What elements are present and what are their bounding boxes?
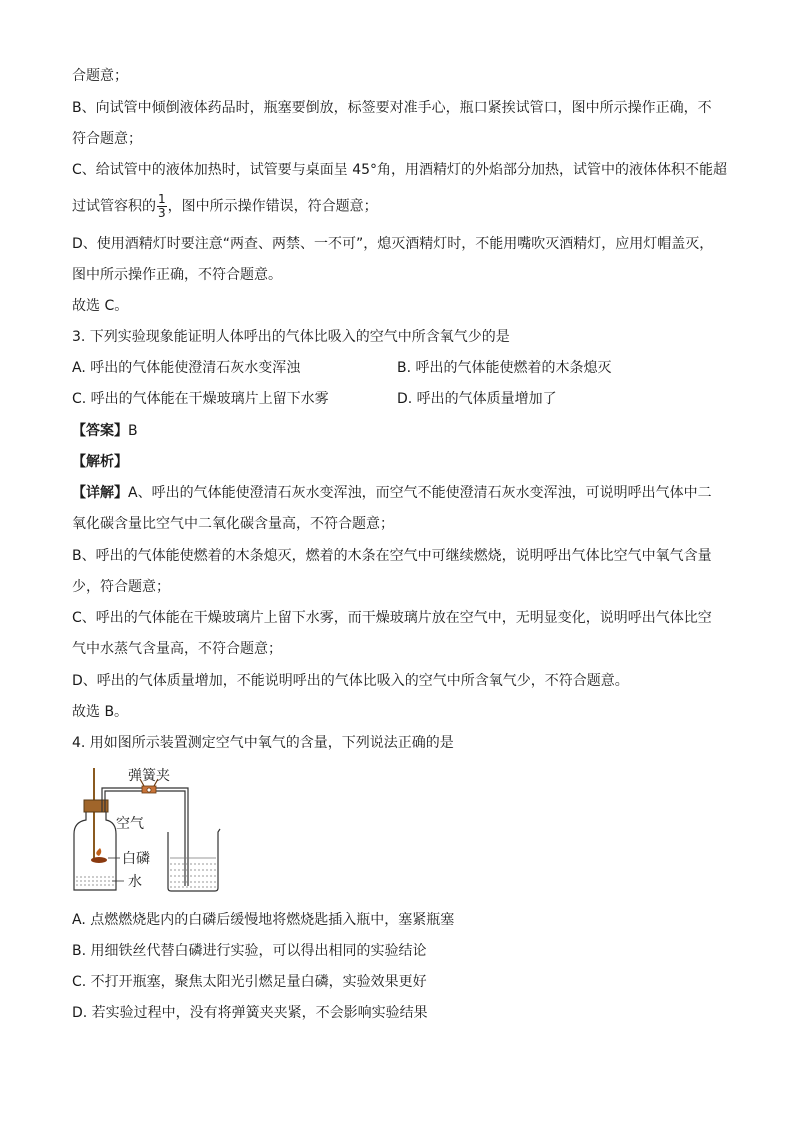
q4-stem: 4. 用如图所示装置测定空气中氧气的含量，下列说法正确的是 — [72, 735, 454, 751]
q4-option-c: C. 不打开瓶塞，聚焦太阳光引燃足量白磷，实验效果更好 — [72, 974, 427, 990]
q3-detail-a-line-1: A、呼出的气体能使澄清石灰水变浑浊，而空气不能使澄清石灰水变浑浊，可说明呼出气体中二 — [128, 485, 712, 501]
fraction-numerator: 1 — [158, 192, 166, 206]
oxygen-apparatus-figure — [72, 766, 222, 894]
prev-choose: 故选 C。 — [72, 298, 129, 314]
fraction-one-third — [157, 193, 167, 220]
q3-detail-a-line-2: 氧化碳含量比空气中二氧化碳含量高，不符合题意； — [72, 516, 394, 532]
q3-option-b: B. 呼出的气体能使燃着的木条熄灭 — [397, 360, 612, 376]
phosphorus-spoon — [91, 857, 107, 863]
q3-detail-c-line-1: C、呼出的气体能在干燥玻璃片上留下水雾，而干燥玻璃片放在空气中，无明显变化，说明呼出气体比空 — [72, 610, 712, 626]
prev-option-a-tail: 合题意； — [72, 68, 128, 84]
q4-option-a: A. 点燃燃烧匙内的白磷后缓慢地将燃烧匙插入瓶中，塞紧瓶塞 — [72, 912, 455, 928]
q3-detail-c-line-2: 气中水蒸气含量高，不符合题意； — [72, 641, 282, 657]
q3-stem: 3. 下列实验现象能证明人体呼出的气体比吸入的空气中所含氧气少的是 — [72, 329, 510, 345]
apparatus-diagram — [72, 766, 222, 894]
q3-detail-line-1 — [72, 483, 712, 503]
analysis-tag: 【解析】 — [72, 454, 128, 470]
q3-option-a: A. 呼出的气体能使澄清石灰水变浑浊 — [72, 360, 301, 376]
q3-answer — [72, 421, 138, 441]
q3-choose: 故选 B。 — [72, 704, 129, 720]
label-spring-clip: 弹簧夹 — [128, 768, 170, 784]
q4-option-d: D. 若实验过程中，没有将弹簧夹夹紧，不会影响实验结果 — [72, 1005, 428, 1021]
prev-option-b-line-2: 符合题意； — [72, 131, 142, 147]
prev-option-c-line-2-pre: 过试管容积的 — [72, 198, 156, 215]
fraction-denominator: 3 — [158, 206, 166, 220]
detail-tag: 【详解】 — [72, 485, 128, 501]
answer-tag: 【答案】 — [72, 423, 128, 439]
delivery-tube — [102, 788, 188, 886]
prev-option-c-line-1: C、给试管中的液体加热时，试管要与桌面呈 45°角，用酒精灯的外焰部分加热，试管中的液体体积不能超 — [72, 162, 728, 178]
q3-detail-b-line-1: B、呼出的气体能使燃着的木条熄灭，燃着的木条在空气中可继续燃烧，说明呼出气体比空气中氧气含量 — [72, 548, 712, 564]
bottle-water-area — [75, 876, 115, 889]
q3-detail-b-line-2: 少，符合题意； — [72, 579, 170, 595]
bottle-water-lines — [76, 877, 114, 885]
answer-value: B — [128, 423, 138, 439]
prev-option-d-line-1: D、使用酒精灯时要注意“两查、两禁、一不可”，熄灭酒精灯时，不能用嘴吹灭酒精灯，应用灯帽盖灭， — [72, 236, 714, 252]
q4-option-b: B. 用细铁丝代替白磷进行实验，可以得出相同的实验结论 — [72, 943, 427, 959]
delivery-tube-inner — [105, 791, 185, 886]
phosphorus-flame — [96, 848, 101, 856]
prev-option-c-line-2 — [72, 193, 378, 220]
q3-analysis-tag — [72, 452, 128, 472]
label-water: 水 — [128, 874, 142, 890]
prev-option-b-line-1: B、向试管中倾倒液体药品时，瓶塞要倒放，标签要对准手心，瓶口紧挨试管口，图中所示操作正确，不 — [72, 100, 712, 116]
q3-option-c: C. 呼出的气体能在干燥玻璃片上留下水雾 — [72, 391, 329, 407]
prev-option-c-line-2-post: ，图中所示操作错误，符合题意； — [167, 198, 378, 215]
prev-option-d-line-2: 图中所示操作正确，不符合题意。 — [72, 267, 282, 283]
label-phosphorus: 白磷 — [122, 851, 150, 867]
beaker-water-lines — [170, 858, 216, 887]
q3-option-d: D. 呼出的气体质量增加了 — [397, 391, 557, 407]
q3-detail-d-line-1: D、呼出的气体质量增加，不能说明呼出的气体比吸入的空气中所含氧气少，不符合题意。 — [72, 673, 629, 689]
label-air: 空气 — [116, 816, 144, 832]
